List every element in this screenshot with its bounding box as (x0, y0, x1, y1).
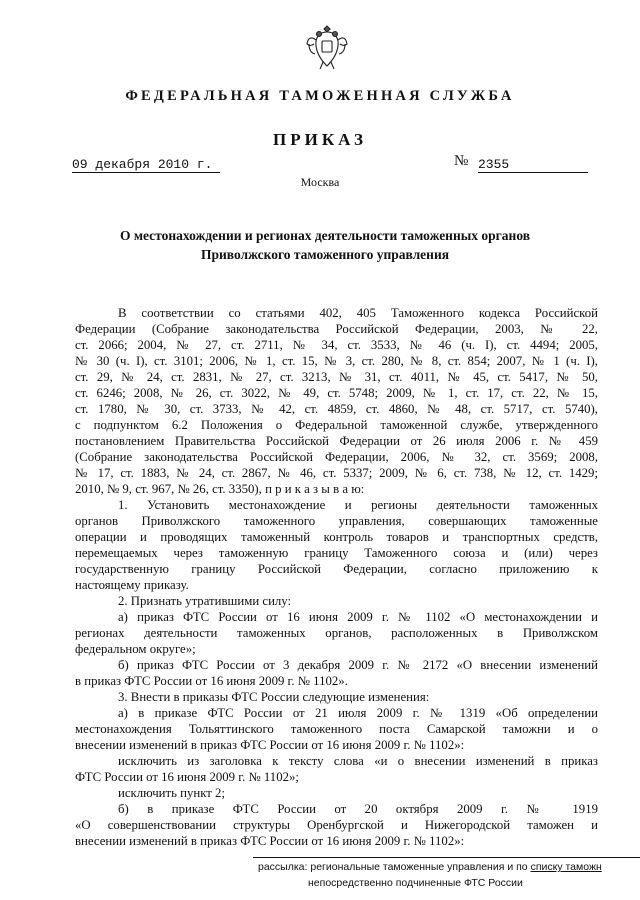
body-line: 1. Установить местонахождение и регионы деятельности таможенных (118, 498, 598, 512)
body-line: ст. 2066; 2004, № 27, ст. 2711, № 34, ст. 3533, № 46 (ч. I), ст. 4494; 2005, (75, 338, 598, 352)
number-underline (478, 172, 588, 173)
date-underline (72, 172, 220, 173)
body-line: а) приказ ФТС России от 16 июня 2009 г. № 1102 «О местонахождении и (118, 610, 598, 624)
body-line: местонахождения Тольяттинского таможенного поста Самарской таможни и о (75, 722, 598, 736)
body-line: в приказ ФТС России от 16 июня 2009 г. № 1102». (75, 674, 348, 688)
document-number: 2355 (478, 157, 510, 172)
body-line: «О совершенствовании структуры Оренбургской и Нижегородской таможен и (75, 818, 598, 832)
document-type: ПРИКАЗ (273, 130, 367, 149)
body-line: федеральном округе»; (75, 642, 196, 656)
number-sign: № (454, 153, 469, 169)
body-line: настоящему приказу. (75, 578, 189, 592)
body-line: 3. Внести в приказы ФТС России следующие изменения: (118, 690, 430, 704)
body-line: ФТС России от 16 июня 2009 г. № 1102»; (75, 770, 299, 784)
body-line: а) в приказе ФТС России от 21 июля 2009 г. № 1319 «Об определении (118, 706, 598, 720)
agency-name: ФЕДЕРАЛЬНАЯ ТАМОЖЕННАЯ СЛУЖБА (125, 88, 515, 104)
body-line: с подпунктом 6.2 Положения о Федеральной таможенной службе, утвержденного (75, 418, 598, 432)
body-line: исключить из заголовка к тексту слова «и о внесении изменений в приказ (118, 754, 598, 768)
distribution-list-cont: непосредственно подчиненные ФТС России (308, 877, 523, 889)
body-line: внесении изменений в приказ ФТС России от 16 июня 2009 г. № 1102»: (75, 834, 465, 848)
distribution-list (258, 861, 602, 873)
document-date: 09 декабря 2010 г. (72, 157, 213, 172)
body-line: государственную границу Российской Федерации, согласно приложению к (75, 562, 598, 576)
body-line: внесении изменений в приказ ФТС России от 16 июня 2009 г. № 1102»: (75, 738, 465, 752)
body-line: В соответствии со статьями 402, 405 Таможенного кодекса Российской (118, 306, 598, 320)
body-line: операции и проводящих таможенный контроль товаров и транспортных средств, (75, 530, 598, 544)
body-line: ст. 6246; 2008, № 26, ст. 3022, № 49, ст. 5748; 2009, № 1, ст. 17, ст. 22, № 15, (75, 386, 598, 400)
document-title (70, 226, 580, 264)
title-line: О местонахождении и регионах деятельности таможенных органов (119, 228, 531, 243)
body-line: б) приказ ФТС России от 3 декабря 2009 г. № 2172 «О внесении изменений (118, 658, 598, 672)
body-line: Федерации (Собрание законодательства Российской Федерации, 2003, № 22, (75, 322, 598, 336)
body-line: б) в приказе ФТС России от 20 октября 2009 г. № 1919 (118, 802, 598, 816)
distribution-text: рассылка: региональные таможенные управления и по (258, 861, 531, 873)
distribution-link[interactable]: списку таможн (530, 861, 602, 873)
body-line: (Собрание законодательства Российской Федерации, 2006, № 32, ст. 3569; 2008, (75, 450, 598, 464)
body-line: № 30 (ч. I), ст. 3101; 2006, № 1, ст. 15, № 3, ст. 280, № 8, ст. 854; 2007, № 1 (ч. I), (75, 354, 598, 368)
document-city: Москва (300, 175, 340, 189)
body-line: постановлением Правительства Российской Федерации от 26 июля 2006 г. № 459 (75, 434, 598, 448)
footer-divider (253, 857, 640, 858)
title-line: Приволжского таможенного управления (200, 247, 450, 262)
body-line: 2010, № 9, ст. 967, № 26, ст. 3350), п р и к а з ы в а ю: (75, 482, 365, 496)
coat-of-arms-emblem (305, 22, 349, 72)
body-line: ст. 29, № 24, ст. 2831, № 27, ст. 3213, № 31, ст. 4011, № 45, ст. 5417, № 50, (75, 370, 598, 384)
body-line: ст. 1780, № 30, ст. 3733, № 42, ст. 4859, ст. 4860, № 48, ст. 5717, ст. 5740), (75, 402, 598, 416)
body-line: № 17, ст. 1883, № 24, ст. 2867, № 46, ст. 5337; 2009, № 6, ст. 738, № 12, ст. 1429; (75, 466, 598, 480)
body-line: регионах деятельности таможенных органов, расположенных в Приволжском (75, 626, 598, 640)
body-line: 2. Признать утратившими силу: (118, 594, 292, 608)
body-line: перемещаемых через таможенную границу Таможенного союза и (или) через (75, 546, 598, 560)
body-line: исключить пункт 2; (118, 786, 226, 800)
body-line: органов Приволжского таможенного управления, совершающих таможенные (75, 514, 598, 528)
